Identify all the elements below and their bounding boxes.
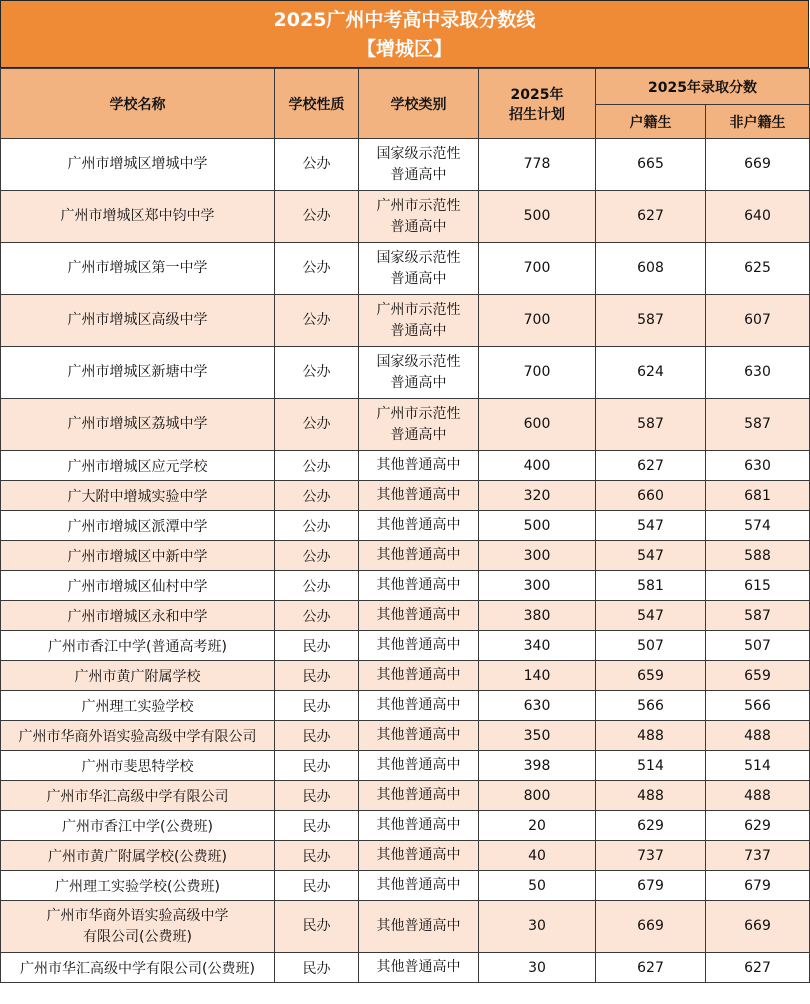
school-type-cell bbox=[359, 721, 479, 751]
non-hukou-score-cell: 669 bbox=[706, 901, 810, 953]
table-row bbox=[1, 295, 810, 347]
school-name-cell: 广州市增城区应元学校 bbox=[1, 451, 275, 481]
table-row bbox=[1, 601, 810, 631]
non-hukou-score-cell: 681 bbox=[706, 481, 810, 511]
school-type-line: 其他普通高中 bbox=[376, 847, 461, 863]
school-type-cell bbox=[359, 661, 479, 691]
school-type-line: 广州市示范性 bbox=[376, 301, 461, 318]
non-hukou-score-cell: 737 bbox=[706, 841, 810, 871]
non-hukou-score-cell: 679 bbox=[706, 871, 810, 901]
school-type-cell bbox=[359, 691, 479, 721]
school-type-line: 其他普通高中 bbox=[376, 787, 461, 803]
table-row bbox=[1, 751, 810, 781]
hukou-score-cell: 547 bbox=[596, 541, 706, 571]
table-row bbox=[1, 691, 810, 721]
school-nature-cell: 公办 bbox=[275, 243, 359, 295]
school-type-line: 国家级示范性 bbox=[376, 353, 461, 370]
non-hukou-score-cell: 587 bbox=[706, 601, 810, 631]
header-plan-line2: 招生计划 bbox=[509, 106, 565, 123]
enrollment-plan-cell: 700 bbox=[479, 347, 596, 399]
school-type-line: 普通高中 bbox=[390, 322, 447, 339]
school-type-line: 其他普通高中 bbox=[376, 667, 461, 683]
hukou-score-cell: 627 bbox=[596, 191, 706, 243]
school-type-cell bbox=[359, 541, 479, 571]
page-title: 2025广州中考高中录取分数线 bbox=[273, 9, 536, 31]
table-row bbox=[1, 399, 810, 451]
school-type-cell bbox=[359, 243, 479, 295]
school-name-cell: 广州市增城区第一中学 bbox=[1, 243, 275, 295]
table-row bbox=[1, 511, 810, 541]
school-nature-cell: 公办 bbox=[275, 541, 359, 571]
school-nature-cell: 公办 bbox=[275, 601, 359, 631]
hukou-score-cell: 659 bbox=[596, 661, 706, 691]
enrollment-plan-cell: 40 bbox=[479, 841, 596, 871]
school-nature-cell: 民办 bbox=[275, 721, 359, 751]
enrollment-plan-cell: 50 bbox=[479, 871, 596, 901]
table-row bbox=[1, 347, 810, 399]
school-type-cell bbox=[359, 347, 479, 399]
non-hukou-score-cell: 629 bbox=[706, 811, 810, 841]
table-row bbox=[1, 721, 810, 751]
school-nature-cell: 民办 bbox=[275, 901, 359, 953]
hukou-score-cell: 669 bbox=[596, 901, 706, 953]
enrollment-plan-cell: 500 bbox=[479, 511, 596, 541]
school-name-cell: 广州市黄广附属学校(公费班) bbox=[1, 841, 275, 871]
enrollment-plan-cell: 140 bbox=[479, 661, 596, 691]
hukou-score-cell: 629 bbox=[596, 811, 706, 841]
table-row bbox=[1, 139, 810, 191]
enrollment-plan-cell: 340 bbox=[479, 631, 596, 661]
school-name-cell: 广州市增城区新塘中学 bbox=[1, 347, 275, 399]
hukou-score-cell: 587 bbox=[596, 295, 706, 347]
header-plan-line1: 2025年 bbox=[510, 86, 564, 103]
school-name-cell: 广州市斐思特学校 bbox=[1, 751, 275, 781]
hukou-score-cell: 488 bbox=[596, 781, 706, 811]
hukou-score-cell: 488 bbox=[596, 721, 706, 751]
school-type-cell bbox=[359, 901, 479, 953]
table-row bbox=[1, 481, 810, 511]
hukou-score-cell: 547 bbox=[596, 511, 706, 541]
school-nature-cell: 民办 bbox=[275, 781, 359, 811]
school-type-line: 普通高中 bbox=[390, 218, 447, 235]
school-name-line: 有限公司(公费班) bbox=[83, 928, 192, 945]
enrollment-plan-cell: 30 bbox=[479, 953, 596, 983]
enrollment-plan-cell: 30 bbox=[479, 901, 596, 953]
school-name-cell: 广州市华汇高级中学有限公司 bbox=[1, 781, 275, 811]
non-hukou-score-cell: 615 bbox=[706, 571, 810, 601]
school-type-line: 其他普通高中 bbox=[376, 697, 461, 713]
header-enrollment-plan bbox=[479, 69, 596, 139]
page-subtitle: 【增城区】 bbox=[356, 38, 452, 60]
school-type-line: 其他普通高中 bbox=[376, 817, 461, 833]
enrollment-plan-cell: 398 bbox=[479, 751, 596, 781]
table-row bbox=[1, 841, 810, 871]
non-hukou-score-cell: 630 bbox=[706, 347, 810, 399]
non-hukou-score-cell: 588 bbox=[706, 541, 810, 571]
hukou-score-cell: 737 bbox=[596, 841, 706, 871]
school-nature-cell: 民办 bbox=[275, 751, 359, 781]
hukou-score-cell: 566 bbox=[596, 691, 706, 721]
table-row bbox=[1, 811, 810, 841]
enrollment-plan-cell: 320 bbox=[479, 481, 596, 511]
non-hukou-score-cell: 669 bbox=[706, 139, 810, 191]
school-type-line: 其他普通高中 bbox=[376, 487, 461, 503]
enrollment-plan-cell: 500 bbox=[479, 191, 596, 243]
non-hukou-score-cell: 627 bbox=[706, 953, 810, 983]
school-type-line: 其他普通高中 bbox=[376, 607, 461, 623]
hukou-score-cell: 514 bbox=[596, 751, 706, 781]
table-row bbox=[1, 631, 810, 661]
school-type-line: 其他普通高中 bbox=[376, 637, 461, 653]
table-row bbox=[1, 451, 810, 481]
school-name-cell: 广州市香江中学(普通高考班) bbox=[1, 631, 275, 661]
school-nature-cell: 公办 bbox=[275, 191, 359, 243]
school-type-cell bbox=[359, 139, 479, 191]
non-hukou-score-cell: 488 bbox=[706, 721, 810, 751]
school-name-cell: 广州市华汇高级中学有限公司(公费班) bbox=[1, 953, 275, 983]
school-type-line: 其他普通高中 bbox=[376, 727, 461, 743]
school-type-cell bbox=[359, 601, 479, 631]
school-type-line: 普通高中 bbox=[390, 270, 447, 287]
table-row bbox=[1, 781, 810, 811]
school-type-cell bbox=[359, 295, 479, 347]
header-score-group: 2025年录取分数 bbox=[596, 69, 810, 105]
school-name-cell: 广州市增城区郑中钧中学 bbox=[1, 191, 275, 243]
enrollment-plan-cell: 800 bbox=[479, 781, 596, 811]
school-type-line: 国家级示范性 bbox=[376, 249, 461, 266]
school-type-cell bbox=[359, 511, 479, 541]
school-name-cell bbox=[1, 901, 275, 953]
table-row bbox=[1, 871, 810, 901]
school-name-cell: 广州市增城区高级中学 bbox=[1, 295, 275, 347]
school-name-cell: 广州市增城区永和中学 bbox=[1, 601, 275, 631]
school-type-cell bbox=[359, 811, 479, 841]
school-type-line: 其他普通高中 bbox=[376, 577, 461, 593]
school-name-cell: 广州市华商外语实验高级中学有限公司 bbox=[1, 721, 275, 751]
school-type-cell bbox=[359, 631, 479, 661]
non-hukou-score-cell: 630 bbox=[706, 451, 810, 481]
non-hukou-score-cell: 607 bbox=[706, 295, 810, 347]
school-nature-cell: 公办 bbox=[275, 481, 359, 511]
enrollment-plan-cell: 600 bbox=[479, 399, 596, 451]
enrollment-plan-cell: 700 bbox=[479, 243, 596, 295]
table-row bbox=[1, 243, 810, 295]
header-non-hukou: 非户籍生 bbox=[706, 105, 810, 139]
enrollment-plan-cell: 700 bbox=[479, 295, 596, 347]
enrollment-plan-cell: 300 bbox=[479, 541, 596, 571]
table-row bbox=[1, 953, 810, 983]
non-hukou-score-cell: 625 bbox=[706, 243, 810, 295]
school-type-cell bbox=[359, 751, 479, 781]
school-type-cell bbox=[359, 871, 479, 901]
table-row bbox=[1, 541, 810, 571]
hukou-score-cell: 624 bbox=[596, 347, 706, 399]
hukou-score-cell: 581 bbox=[596, 571, 706, 601]
header-school-name: 学校名称 bbox=[1, 69, 275, 139]
school-name-cell: 广州理工实验学校(公费班) bbox=[1, 871, 275, 901]
school-type-cell bbox=[359, 781, 479, 811]
school-name-cell: 广州市香江中学(公费班) bbox=[1, 811, 275, 841]
hukou-score-cell: 507 bbox=[596, 631, 706, 661]
non-hukou-score-cell: 574 bbox=[706, 511, 810, 541]
enrollment-plan-cell: 778 bbox=[479, 139, 596, 191]
school-name-line: 广州市华商外语实验高级中学 bbox=[46, 907, 229, 924]
header-hukou: 户籍生 bbox=[596, 105, 706, 139]
school-name-cell: 广州市增城区中新中学 bbox=[1, 541, 275, 571]
school-type-line: 广州市示范性 bbox=[376, 405, 461, 422]
hukou-score-cell: 608 bbox=[596, 243, 706, 295]
school-nature-cell: 民办 bbox=[275, 841, 359, 871]
school-type-line: 普通高中 bbox=[390, 426, 447, 443]
hukou-score-cell: 627 bbox=[596, 953, 706, 983]
hukou-score-cell: 660 bbox=[596, 481, 706, 511]
school-name-cell: 广州理工实验学校 bbox=[1, 691, 275, 721]
school-nature-cell: 民办 bbox=[275, 871, 359, 901]
school-type-line: 其他普通高中 bbox=[376, 517, 461, 533]
school-type-line: 普通高中 bbox=[390, 166, 447, 183]
school-name-cell: 广州市增城区仙村中学 bbox=[1, 571, 275, 601]
enrollment-plan-cell: 400 bbox=[479, 451, 596, 481]
school-nature-cell: 公办 bbox=[275, 139, 359, 191]
admission-score-table bbox=[0, 68, 810, 983]
table-row bbox=[1, 571, 810, 601]
school-type-cell bbox=[359, 399, 479, 451]
school-type-line: 广州市示范性 bbox=[376, 197, 461, 214]
school-name-cell: 广州市黄广附属学校 bbox=[1, 661, 275, 691]
hukou-score-cell: 665 bbox=[596, 139, 706, 191]
non-hukou-score-cell: 488 bbox=[706, 781, 810, 811]
school-type-line: 其他普通高中 bbox=[376, 547, 461, 563]
school-nature-cell: 公办 bbox=[275, 451, 359, 481]
non-hukou-score-cell: 514 bbox=[706, 751, 810, 781]
school-nature-cell: 民办 bbox=[275, 953, 359, 983]
school-type-line: 其他普通高中 bbox=[376, 877, 461, 893]
school-nature-cell: 民办 bbox=[275, 691, 359, 721]
school-nature-cell: 民办 bbox=[275, 811, 359, 841]
school-type-cell bbox=[359, 953, 479, 983]
hukou-score-cell: 679 bbox=[596, 871, 706, 901]
header-school-nature: 学校性质 bbox=[275, 69, 359, 139]
non-hukou-score-cell: 640 bbox=[706, 191, 810, 243]
school-nature-cell: 公办 bbox=[275, 399, 359, 451]
table-row bbox=[1, 901, 810, 953]
school-type-line: 国家级示范性 bbox=[376, 145, 461, 162]
school-nature-cell: 公办 bbox=[275, 511, 359, 541]
non-hukou-score-cell: 587 bbox=[706, 399, 810, 451]
school-type-line: 其他普通高中 bbox=[376, 457, 461, 473]
school-type-line: 其他普通高中 bbox=[376, 959, 461, 975]
non-hukou-score-cell: 566 bbox=[706, 691, 810, 721]
enrollment-plan-cell: 380 bbox=[479, 601, 596, 631]
school-type-cell bbox=[359, 481, 479, 511]
school-type-line: 普通高中 bbox=[390, 374, 447, 391]
hukou-score-cell: 547 bbox=[596, 601, 706, 631]
hukou-score-cell: 587 bbox=[596, 399, 706, 451]
school-type-line: 其他普通高中 bbox=[376, 757, 461, 773]
table-row bbox=[1, 191, 810, 243]
title-bar bbox=[0, 0, 809, 68]
header-school-type: 学校类别 bbox=[359, 69, 479, 139]
school-nature-cell: 公办 bbox=[275, 571, 359, 601]
school-type-cell bbox=[359, 841, 479, 871]
school-name-cell: 广州市增城区荔城中学 bbox=[1, 399, 275, 451]
school-nature-cell: 民办 bbox=[275, 661, 359, 691]
school-type-cell bbox=[359, 191, 479, 243]
enrollment-plan-cell: 300 bbox=[479, 571, 596, 601]
enrollment-plan-cell: 20 bbox=[479, 811, 596, 841]
school-type-cell bbox=[359, 571, 479, 601]
school-name-cell: 广州市增城区增城中学 bbox=[1, 139, 275, 191]
table-body bbox=[1, 139, 810, 983]
school-nature-cell: 公办 bbox=[275, 295, 359, 347]
school-name-cell: 广大附中增城实验中学 bbox=[1, 481, 275, 511]
school-nature-cell: 民办 bbox=[275, 631, 359, 661]
hukou-score-cell: 627 bbox=[596, 451, 706, 481]
table-row bbox=[1, 661, 810, 691]
school-type-line: 其他普通高中 bbox=[376, 918, 461, 934]
enrollment-plan-cell: 630 bbox=[479, 691, 596, 721]
school-name-cell: 广州市增城区派潭中学 bbox=[1, 511, 275, 541]
non-hukou-score-cell: 507 bbox=[706, 631, 810, 661]
school-nature-cell: 公办 bbox=[275, 347, 359, 399]
non-hukou-score-cell: 659 bbox=[706, 661, 810, 691]
enrollment-plan-cell: 350 bbox=[479, 721, 596, 751]
school-type-cell bbox=[359, 451, 479, 481]
